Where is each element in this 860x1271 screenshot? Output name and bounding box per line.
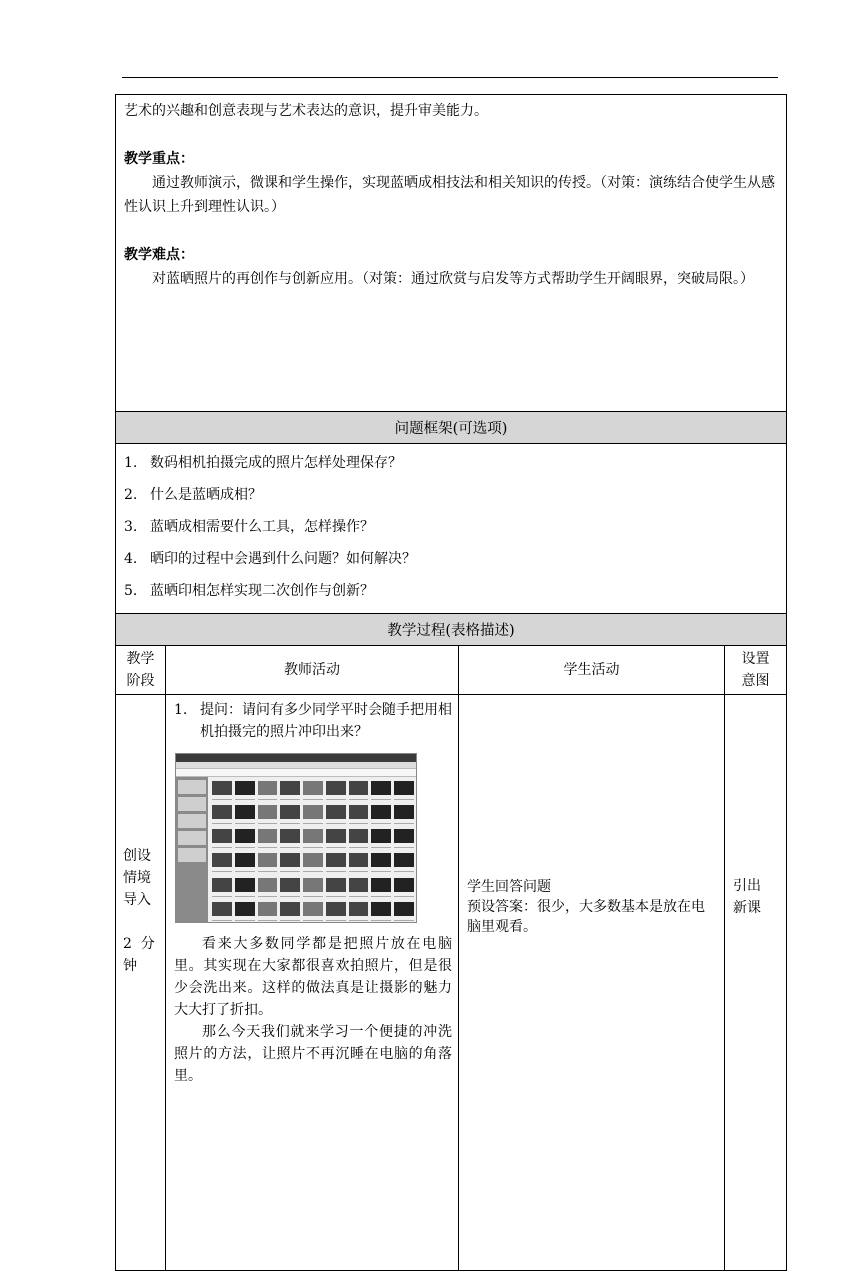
photo-thumbnail bbox=[326, 781, 346, 799]
question-item bbox=[124, 547, 778, 579]
focus-title: 教学重点： bbox=[124, 151, 194, 167]
teacher-question bbox=[174, 699, 452, 743]
photo-thumbnail bbox=[394, 781, 414, 799]
stage-header-line: 阶段 bbox=[126, 673, 155, 689]
photo-thumbnail bbox=[258, 805, 278, 823]
purpose-cell bbox=[725, 695, 787, 1271]
photo-thumbnail bbox=[303, 878, 323, 896]
purpose-header bbox=[725, 646, 787, 695]
focus-text: 通过教师演示，微课和学生操作，实现蓝晒成相技法和相关知识的传授。（对策：演练结合使学生从感性认识上升到理性认识。） bbox=[124, 175, 775, 215]
question-text: 蓝晒成相需要什么工具，怎样操作？ bbox=[150, 519, 374, 535]
question-text: 数码相机拍摄完成的照片怎样处理保存？ bbox=[150, 455, 402, 471]
question-number: 2. bbox=[124, 487, 138, 503]
intro-line: 艺术的兴趣和创意表现与艺术表达的意识，提升审美能力。 bbox=[124, 103, 488, 119]
photo-thumbnail bbox=[235, 781, 255, 799]
question-list-cell bbox=[116, 444, 787, 614]
stage-line: 创设 bbox=[123, 848, 151, 864]
photo-thumbnail bbox=[349, 781, 369, 799]
photo-thumbnail bbox=[280, 902, 300, 920]
teacher-paragraph: 那么今天我们就来学习一个便捷的冲洗照片的方法，让照片不再沉睡在电脑的角落里。 bbox=[174, 1024, 452, 1084]
purpose-line: 引出 bbox=[733, 878, 761, 894]
intro-cell bbox=[116, 95, 787, 412]
photo-thumbnail bbox=[212, 829, 232, 847]
process-header-row bbox=[116, 614, 787, 646]
purpose-header-line: 意图 bbox=[741, 673, 770, 689]
photo-thumbnail bbox=[303, 781, 323, 799]
photo-thumbnail bbox=[394, 853, 414, 871]
question-text: 蓝晒印相怎样实现二次创作与创新？ bbox=[150, 583, 374, 599]
photo-thumbnail bbox=[258, 902, 278, 920]
photo-thumbnail bbox=[280, 878, 300, 896]
question-number: 5. bbox=[124, 583, 138, 599]
photo-thumbnail bbox=[258, 829, 278, 847]
photo-thumbnail bbox=[235, 902, 255, 920]
photo-thumbnail bbox=[235, 853, 255, 871]
photo-thumbnail bbox=[394, 902, 414, 920]
difficulty-title: 教学难点： bbox=[124, 247, 194, 263]
photo-thumbnail bbox=[280, 805, 300, 823]
intro-row bbox=[116, 95, 787, 412]
duration-line: 钟 bbox=[123, 958, 137, 974]
page-header-rule bbox=[122, 77, 778, 78]
photo-thumbnail bbox=[258, 878, 278, 896]
photo-thumbnail bbox=[326, 902, 346, 920]
photo-thumbnail bbox=[349, 805, 369, 823]
photo-thumbnail bbox=[235, 805, 255, 823]
photo-thumbnail bbox=[394, 805, 414, 823]
photo-thumbnail bbox=[349, 853, 369, 871]
photo-thumbnail bbox=[212, 902, 232, 920]
process-column-headers bbox=[116, 646, 787, 695]
stage-cell bbox=[116, 695, 166, 1271]
photo-thumbnail bbox=[258, 853, 278, 871]
question-number: 3. bbox=[124, 519, 138, 535]
photo-thumbnail bbox=[303, 829, 323, 847]
photo-thumbnail bbox=[371, 829, 391, 847]
question-item bbox=[124, 451, 778, 483]
photo-thumbnail bbox=[326, 805, 346, 823]
photo-thumbnail bbox=[371, 902, 391, 920]
student-activity-line: 预设答案：很少，大多数基本是放在电脑里观看。 bbox=[467, 899, 705, 935]
photo-thumbnail bbox=[394, 878, 414, 896]
question-number: 1. bbox=[124, 455, 138, 471]
question-item bbox=[124, 579, 778, 611]
purpose-line: 新课 bbox=[733, 900, 761, 916]
photo-thumbnail bbox=[371, 781, 391, 799]
photo-thumbnail bbox=[235, 829, 255, 847]
photo-thumbnail bbox=[280, 829, 300, 847]
photo-thumbnail bbox=[326, 878, 346, 896]
difficulty-text: 对蓝晒照片的再创作与创新应用。（对策：通过欣赏与启发等方式帮助学生开阔眼界，突破局限。） bbox=[152, 271, 754, 287]
teacher-question-text: 提问：请问有多少同学平时会随手把用相机拍摄完的照片冲印出来？ bbox=[200, 702, 452, 740]
teacher-paragraph: 看来大多数同学都是把照片放在电脑里。其实现在大家都很喜欢拍照片，但是很少会洗出来。这样的做法真是让摄影的魅力大大打了折扣。 bbox=[174, 936, 452, 1018]
photo-thumbnail bbox=[371, 853, 391, 871]
photo-thumbnail bbox=[371, 878, 391, 896]
photo-thumbnail bbox=[303, 853, 323, 871]
duration-line: 2 分 bbox=[123, 936, 155, 952]
photo-thumbnail bbox=[371, 805, 391, 823]
purpose-header-line: 设置 bbox=[741, 651, 770, 667]
stage-line: 情境 bbox=[123, 870, 151, 886]
teacher-activity-header: 教师活动 bbox=[166, 646, 459, 695]
teacher-question-number: 1. bbox=[174, 702, 188, 718]
photo-thumbnail bbox=[349, 878, 369, 896]
photo-thumbnail bbox=[280, 781, 300, 799]
stage-header-line: 教学 bbox=[126, 651, 155, 667]
process-row-intro bbox=[116, 695, 787, 1271]
photo-thumbnail bbox=[394, 829, 414, 847]
photo-thumbnail bbox=[303, 902, 323, 920]
question-text: 什么是蓝晒成相？ bbox=[150, 487, 262, 503]
photo-thumbnail bbox=[235, 878, 255, 896]
question-frame-header-row bbox=[116, 412, 787, 444]
process-title: 教学过程(表格描述) bbox=[116, 614, 787, 646]
photo-folder-screenshot bbox=[175, 753, 417, 923]
photo-thumbnail bbox=[212, 805, 232, 823]
photo-thumbnail bbox=[280, 853, 300, 871]
stage-line: 导入 bbox=[123, 892, 151, 908]
teacher-activity-cell bbox=[166, 695, 459, 1271]
question-item bbox=[124, 515, 778, 547]
student-activity-cell bbox=[459, 695, 725, 1271]
student-activity-line: 学生回答问题 bbox=[467, 879, 551, 895]
photo-thumbnail bbox=[349, 902, 369, 920]
question-item bbox=[124, 483, 778, 515]
photo-thumbnail bbox=[303, 805, 323, 823]
question-text: 晒印的过程中会遇到什么问题？如何解决？ bbox=[150, 551, 416, 567]
photo-thumbnail bbox=[212, 853, 232, 871]
question-frame-title: 问题框架(可选项) bbox=[116, 412, 787, 444]
lesson-plan-table bbox=[115, 94, 787, 1271]
photo-thumbnail bbox=[212, 781, 232, 799]
stage-header bbox=[116, 646, 166, 695]
photo-thumbnail bbox=[349, 829, 369, 847]
question-list-row bbox=[116, 444, 787, 614]
student-activity-header: 学生活动 bbox=[459, 646, 725, 695]
photo-thumbnail bbox=[258, 781, 278, 799]
photo-thumbnail bbox=[326, 829, 346, 847]
photo-thumbnail bbox=[212, 878, 232, 896]
photo-thumbnail bbox=[326, 853, 346, 871]
question-number: 4. bbox=[124, 551, 138, 567]
